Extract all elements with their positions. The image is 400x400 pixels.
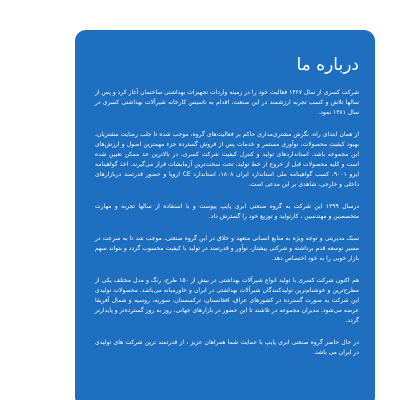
about-paragraph-history: شرکت کسری از سال ۱۳۶۷ فعالیت خود را در زمینه واردات تجهیزات بهداشتی ساختمان آغاز کرد و پس از سالها تلاش و کسب تجربه ارزشمند در این صنعت، اقدام به تاسیس کارخانه شیرآلات بهداشتی کسری در سال ۱۳۸۱ نمود. [95, 89, 359, 116]
page-title: درباره ما [296, 55, 359, 75]
about-us-card [75, 30, 375, 400]
about-paragraph-merger: درسال ۱۳۹۹ این شرکت به گروه صنعتی ابری پایپ پیوست و با استفاده از سالها تجربه و مهارت متخصصین و مهندسین ، کارتولید و توزیع خود را گسترش داد. [95, 203, 359, 220]
about-paragraph-quality: از همان ابتدای راه، نگرش مشتری‌مداری حاکم بر فعالیت‌های گروه، موجب شده تا جلب رضایت مشتریان، بهبود کیفیت محصولات، نوآوری مستمر و خدمات پس از فروش گسترده جزء مهمترین اصول و ارزش‌های این مجموعه باشد. استانداردهای تولید و کنترل کیفیت شرکت کسری، در بالاترین حد ممکن تعیین شده است و کلیه محصولات قبل از خروج از خط تولید، تحت سخت‌ترین آزمایشات قرار می‌گیرند. اخذ گواهینامه ایزو ۹۰۰۱، کسب گواهینامه ملی استاندارد ایران ۱۸۰۸، استاندارد CE اروپا و حضور قدرتمند دربازارهای داخلی و خارجی، شاهدی بر این مدعی است. [95, 131, 360, 188]
about-paragraph-present: در حال حاضر گروه صنعتی ابری پایپ با حمایت شما همراهان عزیز ، از قدرتمند ترین شرکت های تولیدی در ایران می باشد. [95, 339, 359, 356]
about-paragraph-products: هم اکنون شرکت کسری با تولید انواع شیرآلات بهداشتی در بیش از ۱۵۰ طرح، رنگ و مدل مختلف یکی از مطرح‌ترین و خوشنام‌ترین تولیدکنندگان شیرآلات بهداشتی در ایران و خاورمیانه می‌باشد. محصولات تولیدی این شرکت به صورت گسترده در کشورهای عراق، افغانستان، ترکمنستان، سوریه، روسیه و شمال آفریقا عرضه می‌شود. مدیران مجموعه در تلاشند تا این حضور در بازارهای جهانی، روز به روز گسترده‌تر و پایدارتر گردد. [95, 277, 359, 324]
about-paragraph-management: سبک مدیریتی و توجه ویژه به منابع انسانی متعهد و خلاق در این گروه صنعتی، موجب شد تا به سرعت در مسیر توسعه قدم برداشته و شرکتی پیشتاز، نوآور و قدرتمند در تولید با کیفیت محسوب گردد و بتواند سهم بازار خوبی را به خود اختصاص دهد. [95, 235, 359, 262]
